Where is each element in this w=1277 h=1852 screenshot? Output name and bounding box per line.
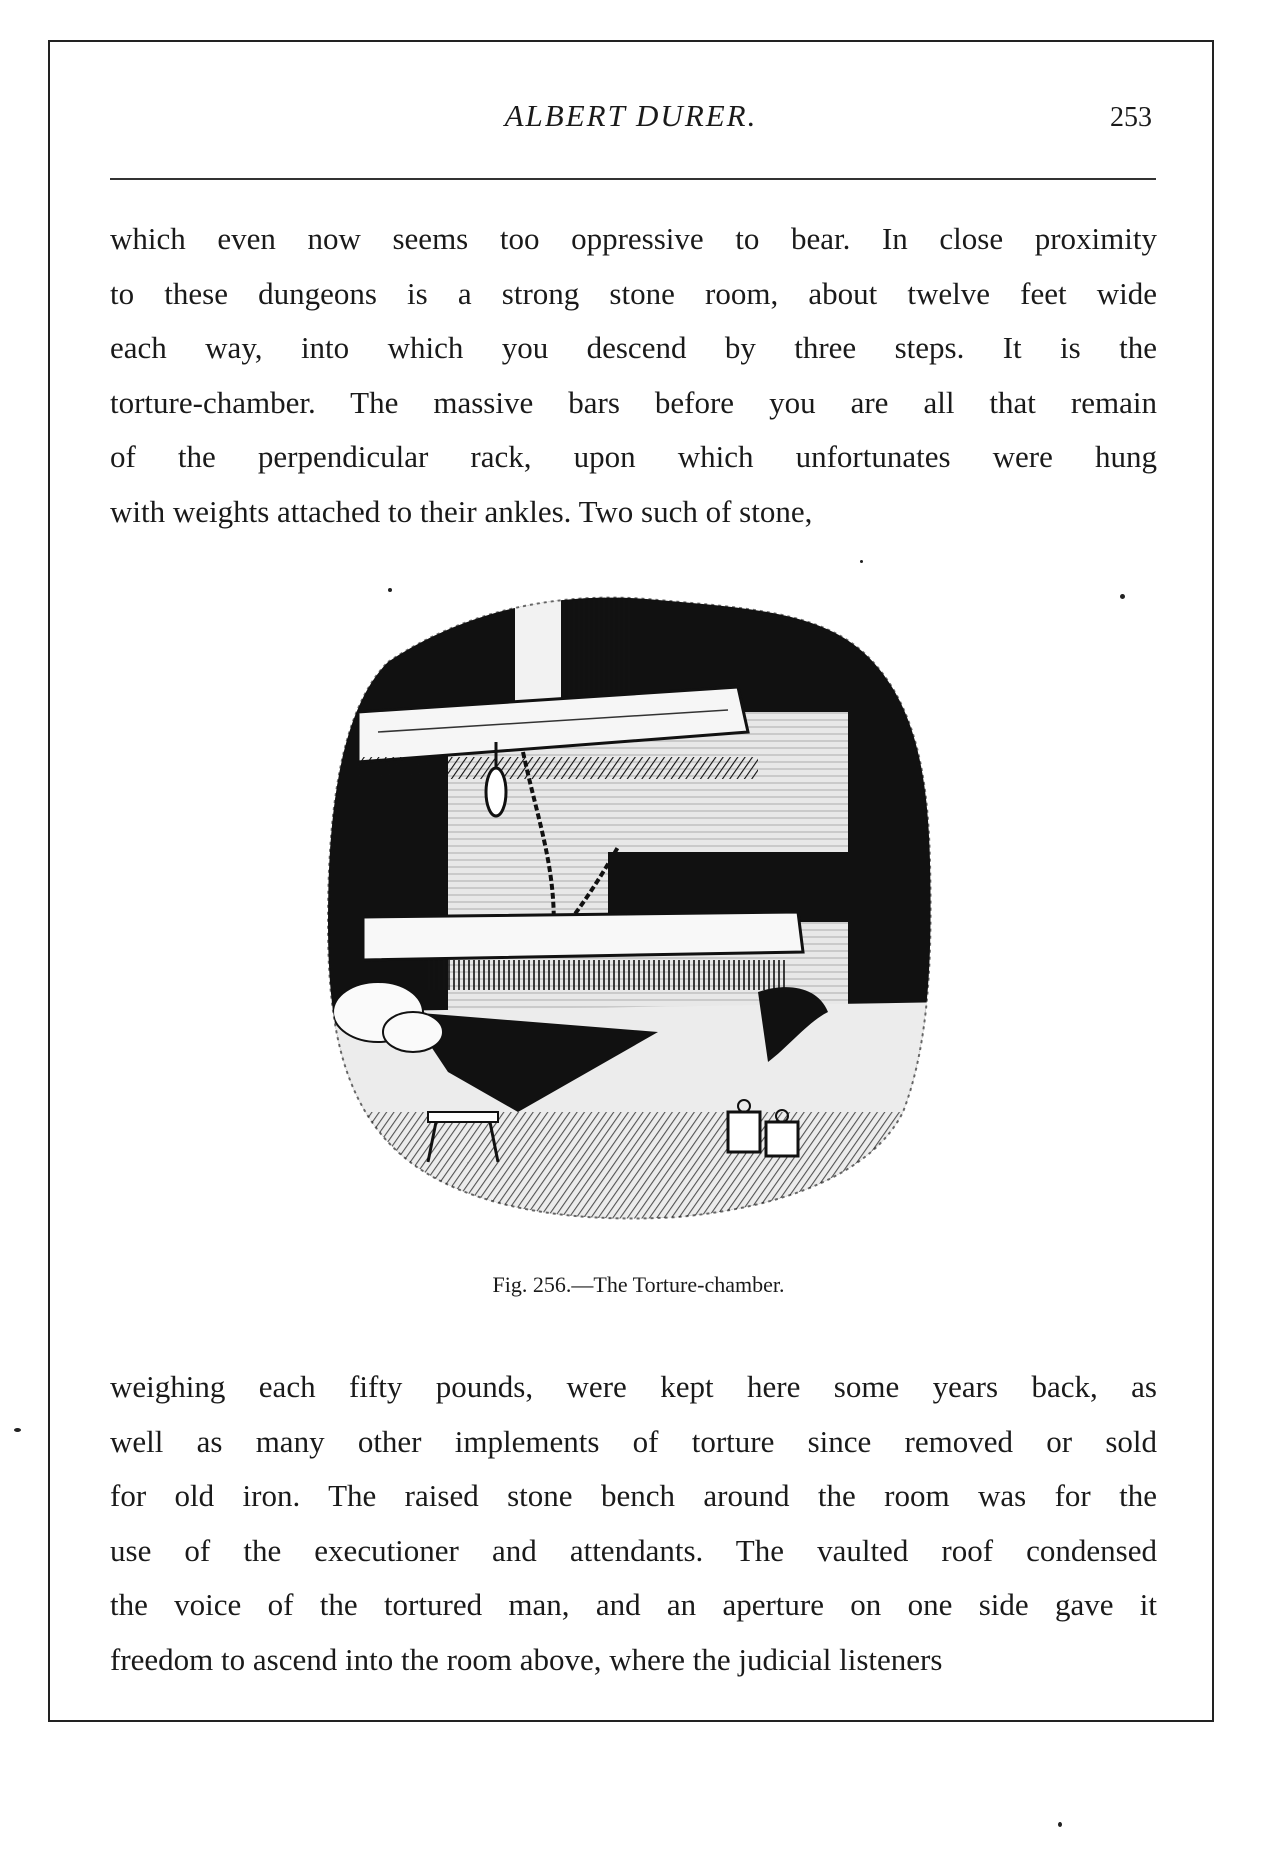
print-speck <box>14 1428 21 1432</box>
header-rule <box>110 178 1156 180</box>
text-line: of the perpendicular rack, upon which unfortunates were hung <box>110 439 1157 474</box>
print-speck <box>1120 594 1125 599</box>
running-head <box>48 98 1214 138</box>
page-number: 253 <box>1110 102 1152 133</box>
figure-caption: Fig. 256.—The Torture-chamber. <box>492 1272 785 1297</box>
print-speck <box>1058 1822 1062 1827</box>
print-speck <box>388 588 392 592</box>
illustration-body <box>318 592 958 1232</box>
torture-chamber-illustration <box>318 592 958 1232</box>
text-line: freedom to ascend into the room above, where the judicial listeners <box>110 1641 943 1677</box>
text-line: for old iron. The raised stone bench around the room was for the <box>110 1478 1157 1513</box>
text-line: which even now seems too oppressive to bear. In close proximity <box>110 221 1157 256</box>
running-title: ALBERT DURER. <box>504 98 758 133</box>
text-line: use of the executioner and attendants. The vaulted roof condensed <box>110 1532 1157 1568</box>
text-line: weighing each fifty pounds, were kept here some years back, as <box>110 1369 1157 1404</box>
text-line: with weights attached to their ankles. Two such of stone, <box>110 493 813 529</box>
print-speck <box>860 560 863 563</box>
text-line: each way, into which you descend by three steps. It is the <box>110 330 1157 365</box>
paragraph-top <box>110 212 1157 539</box>
paragraph-bottom <box>110 1360 1157 1687</box>
text-line: torture-chamber. The massive bars before you are all that remain <box>110 384 1157 420</box>
text-line: well as many other implements of torture since removed or sold <box>110 1423 1157 1459</box>
text-line: the voice of the tortured man, and an aperture on one side gave it <box>110 1587 1157 1622</box>
text-line: to these dungeons is a strong stone room, about twelve feet wide <box>110 275 1157 311</box>
